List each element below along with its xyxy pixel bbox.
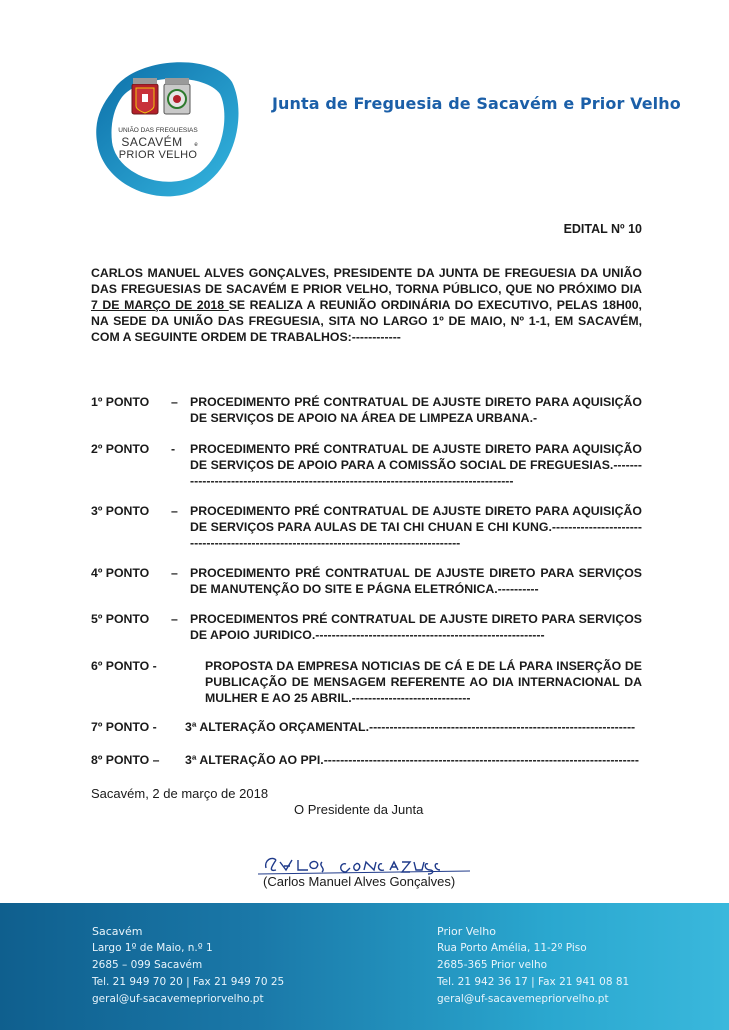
shield-right-icon — [164, 78, 190, 114]
agenda-point-text: PROCEDIMENTO PRÉ CONTRATUAL DE AJUSTE DIRETO PARA AQUISIÇÃO DE SERVIÇOS DE APOIO PARA A COMISSÃO SOCIAL DE FREGUESIAS.-------------------------------------------------------------------------------------- — [190, 442, 642, 488]
agenda-point-5 — [91, 611, 642, 645]
agenda-point-2 — [91, 441, 642, 491]
signatory-title: O Presidente da Junta — [294, 802, 424, 817]
agenda-point-number: 4º PONTO — [91, 566, 150, 580]
footer-contacts — [0, 903, 729, 1030]
agenda-point-number: 7º PONTO - — [91, 720, 157, 734]
agenda-point-text: 3ª ALTERAÇÃO ORÇAMENTAL.----------------------------------------------------------------- — [185, 720, 636, 734]
agenda-point-6 — [91, 658, 642, 708]
intro-paragraph — [91, 265, 642, 345]
footer-city: Sacavém — [92, 925, 143, 938]
agenda-point-separator: – — [171, 504, 178, 518]
svg-text:UNIÃO DAS FREGUESIAS: UNIÃO DAS FREGUESIAS — [118, 127, 198, 134]
intro-text-start: CARLOS MANUEL ALVES GONÇALVES, PRESIDENTE DA JUNTA DE FREGUESIA DA UNIÃO DAS FREGUESIAS DE SACAVÉM E PRIOR VELHO, TORNA PÚBLICO, QUE NO PRÓXIMO DIA — [91, 266, 642, 296]
agenda-point-7 — [91, 719, 642, 737]
svg-text:SACAVÉM: SACAVÉM — [121, 135, 183, 149]
agenda-point-number: 5º PONTO — [91, 612, 150, 626]
agenda-point-number: 6º PONTO - — [91, 659, 157, 673]
footer-prior-velho-address — [437, 923, 629, 1008]
svg-text:PRIOR VELHO: PRIOR VELHO — [118, 149, 198, 161]
footer-phone: Tel. 21 949 70 20 | Fax 21 949 70 25 — [92, 976, 285, 988]
footer-city: Prior Velho — [437, 925, 496, 938]
footer-postal: 2685 – 099 Sacavém — [92, 959, 203, 971]
agenda-point-number: 3º PONTO — [91, 504, 150, 518]
logo-emblem — [92, 52, 242, 202]
agenda-point-separator: - — [171, 442, 176, 456]
agenda-point-separator: – — [171, 566, 178, 580]
agenda-point-text: PROCEDIMENTO PRÉ CONTRATUAL DE AJUSTE DIRETO PARA SERVIÇOS DE MANUTENÇÃO DO SITE E PÁGNA ELETRÓNICA.---------- — [190, 566, 642, 596]
footer-postal: 2685-365 Prior velho — [437, 959, 548, 971]
agenda-point-text: PROCEDIMENTOS PRÉ CONTRATUAL DE AJUSTE DIRETO PARA SERVIÇOS DE APOIO JURIDICO.-------------------------------------------------------- — [190, 612, 642, 642]
footer-phone: Tel. 21 942 36 17 | Fax 21 941 08 81 — [437, 976, 630, 988]
footer-street: Rua Porto Amélia, 11-2º Piso — [437, 942, 587, 954]
union-logo — [92, 52, 242, 202]
shield-left-icon — [132, 78, 158, 114]
footer-email[interactable]: geral@uf-sacavemepriorvelho.pt — [437, 993, 609, 1005]
agenda-point-separator: – — [171, 612, 178, 626]
footer-email[interactable]: geral@uf-sacavemepriorvelho.pt — [92, 993, 264, 1005]
agenda-point-3 — [91, 503, 642, 553]
place-and-date: Sacavém, 2 de março de 2018 — [91, 786, 269, 801]
agenda-point-number: 8º PONTO – — [91, 753, 160, 767]
footer-sacavem-address — [92, 923, 284, 1008]
agenda-point-separator: – — [171, 395, 178, 409]
svg-text:e: e — [194, 142, 198, 148]
agenda-point-text: PROPOSTA DA EMPRESA NOTICIAS DE CÁ E DE LÁ PARA INSERÇÃO DE PUBLICAÇÃO DE MENSAGEM REFERENTE AO DIA INTERNACIONAL DA MULHER E AO 25 ABRIL.----------------------------- — [205, 659, 642, 705]
footer-street: Largo 1º de Maio, n.º 1 — [92, 942, 213, 954]
agenda-point-4 — [91, 565, 642, 599]
intro-text-end: SE REALIZA A REUNIÃO ORDINÁRIA DO EXECUTIVO, PELAS 18H00, NA SEDE DA UNIÃO DAS FREGUESIA, SITA NO LARGO 1º DE MAIO, Nº 1-1, EM SACAVÉM, COM A SEGUINTE ORDEM DE TRABALHOS:------------ — [91, 298, 642, 344]
agenda-point-number: 1º PONTO — [91, 395, 150, 409]
meeting-date: 7 DE MARÇO DE 2018 — [91, 298, 229, 312]
signatory-name: (Carlos Manuel Alves Gonçalves) — [263, 874, 456, 889]
agenda-point-text: PROCEDIMENTO PRÉ CONTRATUAL DE AJUSTE DIRETO PARA AQUISIÇÃO DE SERVIÇOS PARA AULAS DE TAI CHI CHUAN E CHI KUNG.---------------------------------------------------------------------------------------- — [190, 504, 642, 550]
agenda-point-text: PROCEDIMENTO PRÉ CONTRATUAL DE AJUSTE DIRETO PARA AQUISIÇÃO DE SERVIÇOS DE APOIO NA ÁREA DE LIMPEZA URBANA.- — [190, 395, 642, 425]
agenda-point-text: 3ª ALTERAÇÃO AO PPI.----------------------------------------------------------------------------- — [185, 753, 639, 767]
agenda-point-8 — [91, 752, 642, 770]
agenda-point-1 — [91, 394, 642, 428]
organization-name: Junta de Freguesia de Sacavém e Prior Velho — [272, 94, 681, 113]
agenda-point-number: 2º PONTO — [91, 442, 150, 456]
edital-number: EDITAL Nº 10 — [563, 222, 642, 236]
